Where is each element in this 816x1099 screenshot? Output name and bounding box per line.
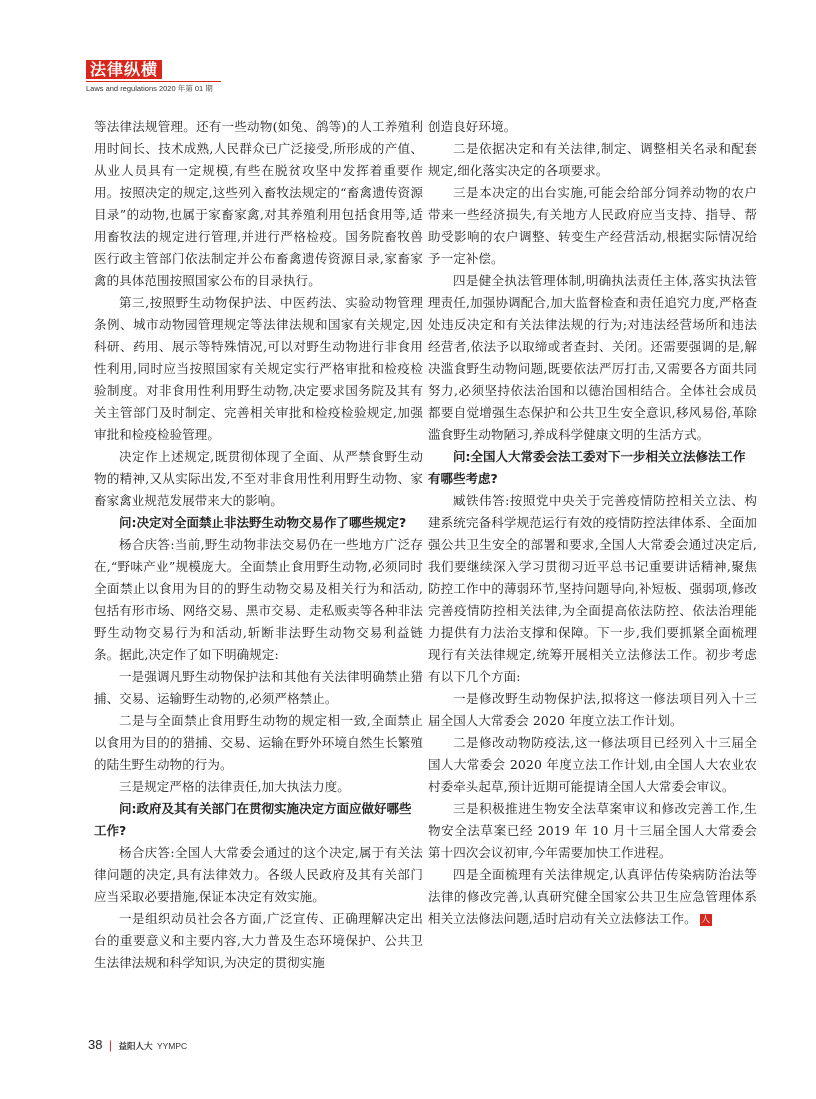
magazine-name: 益阳人大	[118, 1042, 153, 1052]
paragraph	[94, 908, 423, 974]
paragraph-text: 一是修改野生动物保护法,拟将这一修法项目列入十三届全国人大常委会 2020 年度立法工作计划。	[428, 691, 757, 728]
issue-line: Laws and regulations 2020 年第 01 期	[86, 81, 221, 94]
footer-separator: |	[108, 1038, 113, 1052]
paragraph-text: 一是组织动员社会各方面,广泛宣传、正确理解决定出台的重要意义和主要内容,大力普及生态环境保护、公共卫生法律法规和科学知识,为决定的贯彻实施	[94, 911, 423, 970]
paragraph-text: 三是积极推进生物安全法草案审议和修改完善工作,生物安全法草案已经 2019 年 10 月十三届全国人大常委会第十四次会议初审,今年需要加快工作进程。	[428, 801, 757, 860]
column-logo: 法律纵横	[86, 60, 162, 79]
paragraph-text: 四是全面梳理有关法律规定,认真评估传染病防治法等法律的修改完善,认真研究健全国家公共卫生应急管理体系相关立法修法问题,适时启动有关立法修法工作。	[428, 867, 757, 926]
paragraph	[94, 776, 423, 798]
page-number: 38	[88, 1037, 103, 1052]
paragraph	[94, 446, 423, 512]
paragraph-text: 二是依据决定和有关法律,制定、调整相关名录和配套规定,细化落实决定的各项要求。	[428, 141, 757, 178]
paragraph-text: 三是规定严格的法律责任,加大执法力度。	[119, 779, 350, 794]
paragraph	[94, 710, 423, 776]
right-column	[428, 116, 757, 930]
paragraph-text: 第三,按照野生动物保护法、中医药法、实验动物管理条例、城市动物园管理规定等法律法规和国家有关规定,因科研、药用、展示等特殊情况,可以对野生动物进行非食用性利用,同时应当按照国家有关规定实行严格审批和检疫检验制度。对非食用性利用野生动物,决定要求国务院及其有关主管部门及时制定、完善相关审批和检疫检验规定,加强审批和检疫检验管理。	[94, 295, 423, 442]
paragraph-text: 等法律法规管理。还有一些动物(如兔、鸽等)的人工养殖利用时间长、技术成熟,人民群众已广泛接受,所形成的产值、从业人员具有一定规模,有些在脱贫攻坚中发挥着重要作用。按照决定的规定,这些列入畜牧法规定的“畜禽遗传资源目录”的动物,也属于家畜家禽,对其养殖利用包括食用等,适用畜牧法的规定进行管理,并进行严格检疫。国务院畜牧兽医行政主管部门依法制定并公布畜禽遗传资源目录,家畜家禽的具体范围按照国家公布的目录执行。	[94, 119, 423, 288]
paragraph	[428, 138, 757, 182]
paragraph-text: 问:决定对全面禁止非法野生动物交易作了哪些规定?	[119, 515, 407, 530]
paragraph-text: 二是修改动物防疫法,这一修法项目已经列入十三届全国人大常委会 2020 年度立法工作计划,由全国人大农业农村委牵头起草,预计近期可能提请全国人大常委会审议。	[428, 735, 757, 794]
paragraph-text: 决定作上述规定,既贯彻体现了全面、从严禁食野生动物的精神,又从实际出发,不至对非食用性利用野生动物、家畜家禽业规范发展带来大的影响。	[94, 449, 423, 508]
question-heading	[428, 446, 757, 490]
page-header	[86, 60, 736, 94]
paragraph-text: 一是强调凡野生动物保护法和其他有关法律明确禁止猎捕、交易、运输野生动物的,必须严格禁止。	[94, 669, 423, 706]
paragraph-text: 杨合庆答:全国人大常委会通过的这个决定,属于有关法律问题的决定,具有法律效力。各级人民政府及其有关部门应当采取必要措施,保证本决定有效实施。	[94, 845, 423, 904]
page-footer	[88, 1036, 187, 1054]
paragraph-text: 杨合庆答:当前,野生动物非法交易仍在一些地方广泛存在,“野味产业”规模庞大。全面禁止食用野生动物,必须同时全面禁止以食用为目的的野生动物交易及相关行为和活动,包括有形市场、网络交易、黑市交易、走私贩卖等各种非法野生动物交易行为和活动,斩断非法野生动物交易利益链条。据此,决定作了如下明确规定:	[94, 537, 423, 662]
paragraph	[428, 270, 757, 446]
paragraph	[428, 116, 757, 138]
paragraph	[94, 666, 423, 710]
paragraph	[94, 842, 423, 908]
paragraph	[94, 116, 423, 292]
paragraph-text: 三是本决定的出台实施,可能会给部分饲养动物的农户带来一些经济损失,有关地方人民政府应当支持、指导、帮助受影响的农户调整、转变生产经营活动,根据实际情况给予一定补偿。	[428, 185, 757, 266]
paragraph-text: 臧铁伟答:按照党中央关于完善疫情防控相关立法、构建系统完备科学规范运行有效的疫情防控法律体系、全面加强公共卫生安全的部署和要求,全国人大常委会通过决定后,我们要继续深入学习贯彻习近平总书记重要讲话精神,聚焦防控工作中的薄弱环节,坚持问题导向,补短板、强弱项,修改完善疫情防控相关法律,为全面提高依法防控、依法治理能力提供有力法治支撑和保障。下一步,我们要抓紧全面梳理现行有关法律规定,统筹开展相关立法修法工作。初步考虑有以下几个方面:	[428, 493, 757, 684]
paragraph	[428, 182, 757, 270]
paragraph-text: 创造良好环境。	[428, 119, 517, 134]
left-column	[94, 116, 423, 974]
paragraph	[428, 490, 757, 688]
question-heading	[94, 512, 423, 534]
question-heading	[94, 798, 423, 842]
paragraph-text: 二是与全面禁止食用野生动物的规定相一致,全面禁止以食用为目的的猎捕、交易、运输在野外环境自然生长繁殖的陆生野生动物的行为。	[94, 713, 423, 772]
paragraph	[94, 534, 423, 666]
paragraph-text: 问:政府及其有关部门在贯彻实施决定方面应做好哪些工作?	[94, 801, 412, 838]
paragraph	[428, 688, 757, 732]
paragraph	[94, 292, 423, 446]
paragraph	[428, 864, 757, 930]
magazine-abbr: YYMPC	[156, 1041, 188, 1051]
article-end-mark-icon: 人	[701, 914, 711, 925]
paragraph-text: 四是健全执法管理体制,明确执法责任主体,落实执法管理责任,加强协调配合,加大监督检查和责任追究力度,严格查处违反决定和有关法律法规的行为;对违法经营场所和违法经营者,依法予以取缔或者查封、关闭。还需要强调的是,解决滥食野生动物问题,既要依法严厉打击,又需要各方面共同努力,必须坚持依法治国和以德治国相结合。全体社会成员都要自觉增强生态保护和公共卫生安全意识,移风易俗,革除滥食野生动物陋习,养成科学健康文明的生活方式。	[428, 273, 757, 442]
paragraph	[428, 732, 757, 798]
paragraph-text: 问:全国人大常委会法工委对下一步相关立法修法工作有哪些考虑?	[428, 449, 746, 486]
paragraph	[428, 798, 757, 864]
